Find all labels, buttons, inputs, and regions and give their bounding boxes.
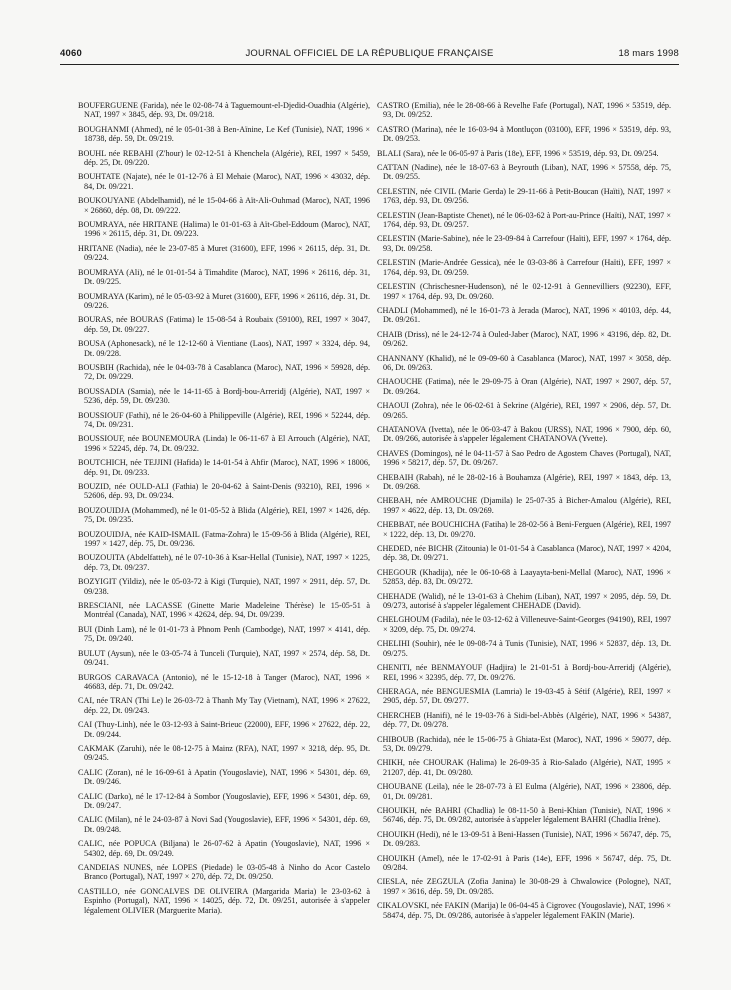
register-entry: CHEBAH, née AMROUCHE (Djamila) le 25-07-35 à Bicher-Amalou (Algérie), REI, 1997 × 4622, dép. 13, Dt. 09/269.: [377, 496, 671, 515]
register-entry: CHERAGA, née BENGUESMIA (Lamria) le 19-03-45 à Sétif (Algérie), REI, 1997 × 2905, dép. 57, Dt. 09/277.: [377, 686, 671, 706]
register-entry: CHAOUI (Zohra), née le 06-02-61 à Sekrine (Algérie), REI, 1997 × 2906, dép. 57, Dt. 09/265.: [377, 401, 671, 420]
register-entry: CHADLI (Mohammed), né le 16-01-73 à Jerada (Maroc), NAT, 1996 × 40103, dép. 44, Dt. 09/261.: [377, 305, 671, 325]
register-entry: CAKMAK (Zaruhi), née le 08-12-75 à Mainz (RFA), NAT, 1997 × 3218, dép. 95, Dt. 09/245.: [78, 743, 370, 763]
register-entry: BOUZOUIDJA (Mohammed), né le 01-05-52 à Blida (Algérie), REI, 1997 × 1426, dép. 75, Dt. 09/235.: [78, 505, 370, 525]
left-column: [78, 101, 370, 981]
register-entry: CHEGOUR (Khadija), née le 06-10-68 à Laayayta-beni-Mellal (Maroc), NAT, 1996 × 52853, dép. 83, Dt. 09/272.: [377, 567, 671, 587]
register-entry: BOUZOUIDJA, née KAID-ISMAIL (Fatma-Zohra) le 15-09-56 à Blida (Algérie), REI, 1997 × 1427, dép. 75, Dt. 09/236.: [78, 529, 370, 549]
register-entry: CHOUIKH (Amel), née le 17-02-91 à Paris (14e), EFF, 1996 × 56747, dép. 75, Dt. 09/284.: [377, 853, 671, 872]
register-entry: BOUHL née REBAHI (Z'hour) le 02-12-51 à Khenchela (Algérie), REI, 1997 × 5459, dép. 25, Dt. 09/220.: [78, 148, 370, 168]
register-entry: CHOUBANE (Leila), née le 28-07-73 à El Eulma (Algérie), NAT, 1996 × 23806, dép. 01, Dt. 09/281.: [377, 782, 671, 801]
register-entry: BOUZOUITA (Abdelfatteh), né le 07-10-36 à Ksar-Hellal (Tunisie), NAT, 1997 × 1225, dép. 73, Dt. 09/237.: [78, 553, 370, 572]
register-entry: BOUSSIOUF (Fathi), né le 26-04-60 à Philippeville (Algérie), REI, 1996 × 52244, dép. 74, Dt. 09/231.: [78, 410, 370, 429]
register-entry: BRESCIANI, née LACASSE (Ginette Marie Madeleine Thérèse) le 15-05-51 à Montréal (Canada), NAT, 1996 × 42624, dép. 94, Dt. 09/239.: [78, 601, 370, 620]
register-entry: CHATANOVA (Ivetta), née le 06-03-47 à Bakou (URSS), NAT, 1996 × 7900, dép. 60, Dt. 09/266, autorisée à s'appeler légalement CHATANOVA (Yvette).: [377, 424, 671, 444]
register-entry: CHEDED, née BICHR (Zitounia) le 01-01-54 à Casablanca (Maroc), NAT, 1997 × 4204, dép. 38, Dt. 09/271.: [377, 544, 671, 563]
register-entry: BOUHTATE (Najate), née le 01-12-76 à El Mehaie (Maroc), NAT, 1996 × 43032, dép. 84, Dt. 09/221.: [78, 172, 370, 191]
register-entry: CHAIB (Driss), né le 24-12-74 à Ouled-Jaber (Maroc), NAT, 1996 × 43196, dép. 82, Dt. 09/262.: [377, 329, 671, 349]
register-entry: CANDEIAS NUNES, née LOPES (Piedade) le 03-05-48 à Ninho do Acor Castelo Branco (Portugal), NAT, 1997 × 270, dép. 72, Dt. 09/250.: [78, 863, 370, 882]
register-entry: CALIC (Zoran), né le 16-09-61 à Apatin (Yougoslavie), NAT, 1996 × 54301, dép. 69, Dt. 09/246.: [78, 767, 370, 787]
register-entry: CHENITI, née BENMAYOUF (Hadjira) le 21-01-51 à Bordj-bou-Arreridj (Algérie), REI, 1996 × 32395, dép. 77, Dt. 09/276.: [377, 663, 671, 682]
register-entry: BOUMRAYA (Ali), né le 01-01-54 à Timahdite (Maroc), NAT, 1996 × 26116, dép. 31, Dt. 09/225.: [78, 267, 370, 287]
register-entry: CIESLA, née ZEGZULA (Zofia Janina) le 30-08-29 à Chwalowice (Pologne), NAT, 1997 × 3616, dép. 59, Dt. 09/285.: [377, 877, 671, 896]
register-entry: BOZYIGIT (Yildiz), née le 05-03-72 à Kigi (Turquie), NAT, 1997 × 2911, dép. 57, Dt. 09/238.: [78, 577, 370, 596]
register-entry: BOUMRAYA, née HRITANE (Halima) le 01-01-63 à Aït-Gbel-Eddoum (Maroc), NAT, 1996 × 26115, dép. 31, Dt. 09/223.: [78, 220, 370, 239]
register-entry: HRITANE (Nadia), née le 23-07-85 à Muret (31600), EFF, 1996 × 26115, dép. 31, Dt. 09/224.: [78, 243, 370, 263]
register-entry: CHANNANY (Khalid), né le 09-09-60 à Casablanca (Maroc), NAT, 1997 × 3058, dép. 06, Dt. 09/263.: [377, 353, 671, 372]
register-entry: BOUKOUYANE (Abdelhamid), né le 15-04-66 à Aït-Ali-Ouhmad (Maroc), NAT, 1996 × 26860, dép. 08, Dt. 09/222.: [78, 196, 370, 215]
register-entry: BOUSSADIA (Samia), née le 14-11-65 à Bordj-bou-Arreridj (Algérie), NAT, 1997 × 5236, dép. 59, Dt. 09/230.: [78, 386, 370, 406]
register-entry: BOUSA (Aphonesack), né le 12-12-60 à Vientiane (Laos), NAT, 1997 × 3324, dép. 94, Dt. 09/228.: [78, 339, 370, 358]
register-entry: CHAVES (Domingos), né le 04-11-57 à Sao Pedro de Agostem Chaves (Portugal), NAT, 1996 × 58217, dép. 57, Dt. 09/267.: [377, 448, 671, 468]
register-entry: CELESTIN (Marie-Sabine), née le 23-09-84 à Carrefour (Haïti), EFF, 1997 × 1764, dép. 93, Dt. 09/258.: [377, 234, 671, 253]
register-entry: CELESTIN (Marie-Andrée Gessica), née le 03-03-86 à Carrefour (Haïti), EFF, 1997 × 1764, dép. 93, Dt. 09/259.: [377, 258, 671, 277]
register-entry: CATTAN (Nadine), née le 18-07-63 à Beyrouth (Liban), NAT, 1996 × 57558, dép. 75, Dt. 09/255.: [377, 163, 671, 182]
header-rule: [60, 64, 679, 65]
page-number: 4060: [60, 48, 82, 59]
register-entry: CALIC, née POPUCA (Biljana) le 26-07-62 à Apatin (Yougoslavie), NAT, 1996 × 54302, dép. 69, Dt. 09/249.: [78, 839, 370, 858]
register-entry: CHOUIKH (Hedi), né le 13-09-51 à Beni-Hassen (Tunisie), NAT, 1996 × 56747, dép. 75, Dt. 09/283.: [377, 829, 671, 849]
register-entry: BUI (Dinh Lam), né le 01-01-73 à Phnom Penh (Cambodge), NAT, 1997 × 4141, dép. 75, Dt. 09/240.: [78, 624, 370, 644]
register-entry: CAI (Thuy-Linh), née le 03-12-93 à Saint-Brieuc (22000), EFF, 1996 × 27622, dép. 22, Dt. 09/244.: [78, 720, 370, 739]
register-entry: CHAOUCHE (Fatima), née le 29-09-75 à Oran (Algérie), NAT, 1997 × 2907, dép. 57, Dt. 09/264.: [377, 377, 671, 396]
register-entry: CHELGHOUM (Fadila), née le 03-12-62 à Villeneuve-Saint-Georges (94190), REI, 1997 × 3209, dép. 75, Dt. 09/274.: [377, 615, 671, 634]
register-entry: CHEHADE (Walid), né le 13-01-63 à Chehim (Liban), NAT, 1997 × 2095, dép. 59, Dt. 09/273, autorisé à s'appeler légalement CHEHADE (David).: [377, 591, 671, 611]
register-entry: CIKALOVSKI, née FAKIN (Marija) le 06-04-45 à Cigrovec (Yougoslavie), NAT, 1996 × 58474, dép. 75, Dt. 09/286, autorisée à s'appeler légalement FAKIN (Marie).: [377, 901, 671, 920]
register-entry: CELESTIN (Chrischesner-Hudenson), né le 02-12-91 à Gennevilliers (92230), EFF, 1997 × 1764, dép. 93, Dt. 09/260.: [377, 282, 671, 301]
publication-date: 18 mars 1998: [618, 48, 679, 59]
register-entry: CELESTIN (Jean-Baptiste Chenet), né le 06-03-62 à Port-au-Prince (Haïti), NAT, 1997 × 1764, dép. 93, Dt. 09/257.: [377, 210, 671, 230]
page-header: [60, 48, 679, 64]
register-entry: BURGOS CARAVACA (Antonio), né le 15-12-18 à Tanger (Maroc), NAT, 1996 × 46683, dép. 71, Dt. 09/242.: [78, 672, 370, 691]
register-entry: BOUTCHICH, née TEJJINI (Hafida) le 14-01-54 à Ahfir (Maroc), NAT, 1996 × 18006, dép. 91, Dt. 09/233.: [78, 458, 370, 477]
register-entry: CELESTIN, née CIVIL (Marie Gerda) le 29-11-66 à Petit-Boucan (Haïti), NAT, 1997 × 1763, dép. 93, Dt. 09/256.: [377, 186, 671, 206]
register-entry: CHIKH, née CHOURAK (Halima) le 26-09-35 à Rio-Salado (Algérie), NAT, 1995 × 21207, dép. 41, Dt. 09/280.: [377, 758, 671, 777]
register-entry: BOUSSIOUF, née BOUNEMOURA (Linda) le 06-11-67 à El Arrouch (Algérie), NAT, 1996 × 52245, dép. 74, Dt. 09/232.: [78, 434, 370, 453]
register-entry: CASTRO (Marina), née le 16-03-94 à Montluçon (03100), EFF, 1996 × 53519, dép. 93, Dt. 09/253.: [377, 124, 671, 144]
register-entry: BOUSBIH (Rachida), née le 04-03-78 à Casablanca (Maroc), NAT, 1996 × 59928, dép. 72, Dt. 09/229.: [78, 362, 370, 382]
register-entry: CHERCHEB (Hanifi), né le 19-03-76 à Sidi-bel-Abbès (Algérie), NAT, 1996 × 54387, dép. 77, Dt. 09/278.: [377, 710, 671, 730]
register-entry: CHEBBAT, née BOUCHICHA (Fatiha) le 28-02-56 à Beni-Ferguen (Algérie), REI, 1997 × 1222, dép. 13, Dt. 09/270.: [377, 520, 671, 539]
register-entry: CHIBOUB (Rachida), née le 15-06-75 à Ghiata-Est (Maroc), NAT, 1996 × 59077, dép. 53, Dt. 09/279.: [377, 734, 671, 753]
register-entry: CALIC (Milan), né le 24-03-87 à Novi Sad (Yougoslavie), EFF, 1996 × 54301, dép. 69, Dt. 09/248.: [78, 815, 370, 834]
register-entry: BOUMRAYA (Karim), né le 05-03-92 à Muret (31600), EFF, 1996 × 26116, dép. 31, Dt. 09/226.: [78, 291, 370, 310]
register-entry: BLALI (Sara), née le 06-05-97 à Paris (18e), EFF, 1996 × 53519, dép. 93, Dt. 09/254.: [377, 148, 659, 158]
register-entry: CASTILLO, née GONCALVES DE OLIVEIRA (Margarida Maria) le 23-03-62 à Espinho (Portugal), NAT, 1996 × 14025, dép. 72, Dt. 09/251, autorisée à s'appeler légalement OLIVIER (Marguerite Maria).: [78, 886, 370, 915]
register-entry: BULUT (Aysun), née le 03-05-74 à Tunceli (Turquie), NAT, 1997 × 2574, dép. 58, Dt. 09/241.: [78, 648, 370, 668]
register-entry: CALIC (Darko), né le 17-12-84 à Sombor (Yougoslavie), EFF, 1996 × 54301, dép. 69, Dt. 09/247.: [78, 791, 370, 810]
register-entry: CASTRO (Emilia), née le 28-08-66 à Revelhe Fafe (Portugal), NAT, 1996 × 53519, dép. 93, Dt. 09/252.: [377, 101, 671, 120]
register-entry: CHEBAIH (Rabah), né le 28-02-16 à Bouhamza (Algérie), REI, 1997 × 1843, dép. 13, Dt. 09/268.: [377, 472, 671, 491]
register-entry: BOUFERGUENE (Farida), née le 02-08-74 à Taguemount-el-Djedid-Ouadhia (Algérie), NAT, 1997 × 3845, dép. 93, Dt. 09/218.: [78, 101, 370, 120]
register-entry: CHELIHI (Souhir), née le 09-08-74 à Tunis (Tunisie), NAT, 1996 × 52837, dép. 13, Dt. 09/275.: [377, 639, 671, 658]
register-entry: CAI, née TRAN (Thi Le) le 26-03-72 à Thanh My Tay (Vietnam), NAT, 1996 × 27622, dép. 22, Dt. 09/243.: [78, 696, 370, 715]
register-entry: BOURAS, née BOURAS (Fatima) le 15-08-54 à Roubaix (59100), REI, 1997 × 3047, dép. 59, Dt. 09/227.: [78, 315, 370, 334]
register-entry: BOUGHANMI (Ahmed), né le 05-01-38 à Ben-Aïnine, Le Kef (Tunisie), NAT, 1996 × 18738, dép. 59, Dt. 09/219.: [78, 124, 370, 144]
right-column: [377, 101, 671, 981]
register-entry: BOUZID, née OULD-ALI (Fathia) le 20-04-62 à Saint-Denis (93210), REI, 1996 × 52606, dép. 93, Dt. 09/234.: [78, 482, 370, 501]
register-entry: CHOUIKH, née BAHRI (Chadlia) le 08-11-50 à Beni-Khian (Tunisie), NAT, 1996 × 56746, dép. 75, Dt. 09/282, autorisée à s'appeler légalement BAHRI (Chadlia Irène).: [377, 805, 671, 825]
journal-title: JOURNAL OFFICIEL DE LA RÉPUBLIQUE FRANÇAISE: [245, 48, 494, 59]
